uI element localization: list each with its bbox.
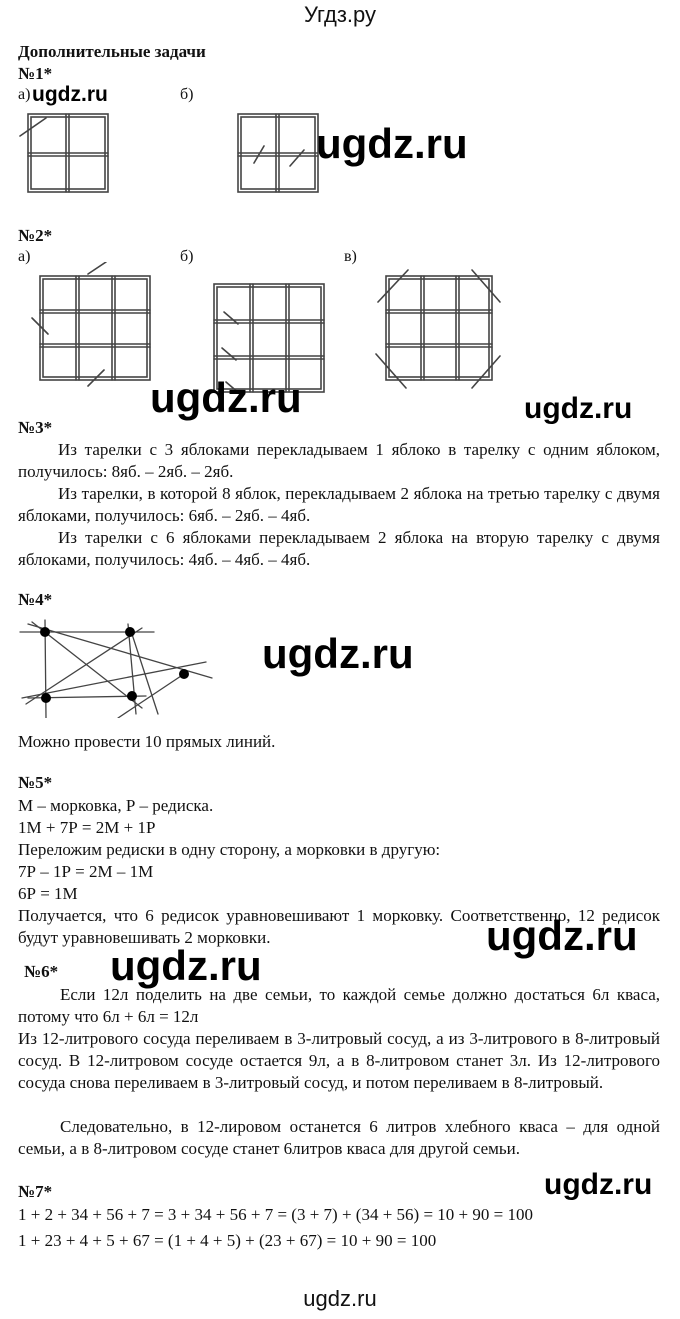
task1-label-b: б) xyxy=(180,86,194,103)
task2-label-a: а) xyxy=(18,248,31,265)
site-header: Угдз.ру xyxy=(303,2,377,27)
task2-number: №2* xyxy=(18,226,53,245)
watermark: ugdz.ru xyxy=(150,374,302,421)
task1-number: №1* xyxy=(18,64,53,83)
task2-matchstick-figure-c xyxy=(372,262,504,392)
task5-conclusion: Получается, что 6 редисок уравновешивают 1 морковку. Соответственно, 12 редисок будут уравновешивать 2 морковки. xyxy=(18,906,660,947)
task4-answer: Можно провести 10 прямых линий. xyxy=(18,732,276,751)
watermark: ugdz.ru xyxy=(316,120,468,167)
task2-label-c: в) xyxy=(344,248,357,265)
task7-number: №7* xyxy=(18,1182,53,1201)
task3-number: №3* xyxy=(18,418,53,437)
watermark: ugdz.ru xyxy=(32,83,108,106)
task6-paragraph-1: Если 12л поделить на две семьи, то каждой семье должно достаться 6л кваса, потому что 6л + 6л = 12л xyxy=(18,985,660,1026)
task7-line-2: 1 + 23 + 4 + 5 + 67 = (1 + 4 + 5) + (23 + 67) = 10 + 90 = 100 xyxy=(18,1231,437,1250)
task1-label-a: а) xyxy=(18,86,31,103)
task3-paragraph-1: Из тарелки с 3 яблоками перекладываем 1 яблоко в тарелку с одним яблоком, получилось: 8яб. – 2яб. – 2яб. xyxy=(18,440,660,481)
task5-line-5: 6Р = 1М xyxy=(18,884,78,903)
task1-matchstick-figure-a xyxy=(16,108,116,194)
site-footer: ugdz.ru xyxy=(303,1286,377,1311)
task5-line-2: 1М + 7Р = 2М + 1Р xyxy=(18,818,156,837)
task6-paragraph-3: Следовательно, в 12-лировом останется 6 литров хлебного кваса – для одной семьи, а в 8-литровом сосуде станет 6литров кваса для другой семьи. xyxy=(18,1117,660,1158)
task4-number: №4* xyxy=(18,590,53,609)
section-title: Дополнительные задачи xyxy=(18,42,206,61)
watermark: ugdz.ru xyxy=(486,912,638,959)
task5-line-3: Переложим редиски в одну сторону, а морковки в другую: xyxy=(18,840,441,859)
task1-matchstick-figure-b xyxy=(228,108,328,194)
task6-paragraph-2: Из 12-литрового сосуда переливаем в 3-литровый сосуд, а из 3-литрового в 8-литровый сосуд. В 12-литровом сосуде остается 9л, а в 8-литровом станет 3л. Из 12-литрового сосуда снова переливаем в 3-литровый сосуд, и потом переливаем в 8-литровый. xyxy=(18,1029,660,1092)
task7-line-1: 1 + 2 + 34 + 56 + 7 = 3 + 34 + 56 + 7 = (3 + 7) + (34 + 56) = 10 + 90 = 100 xyxy=(18,1205,533,1224)
task4-points-lines-diagram xyxy=(18,614,218,718)
task2-label-b: б) xyxy=(180,248,194,265)
task5-number: №5* xyxy=(18,773,53,792)
task2-matchstick-figure-a xyxy=(30,262,160,387)
task3-paragraph-2: Из тарелки, в которой 8 яблок, перекладываем 2 яблока на третью тарелку с двумя яблоками, получилось: 6яб. – 2яб. – 4яб. xyxy=(18,484,660,525)
task5-line-4: 7Р – 1Р = 2М – 1М xyxy=(18,862,154,881)
watermark: ugdz.ru xyxy=(110,942,262,989)
task6-number: №6* xyxy=(24,962,59,981)
task5-line-1: М – морковка, Р – редиска. xyxy=(18,796,214,815)
watermark: ugdz.ru xyxy=(544,1168,653,1201)
watermark: ugdz.ru xyxy=(262,630,414,677)
task3-paragraph-3: Из тарелки с 6 яблоками перекладываем 2 яблока на вторую тарелку с двумя яблоками, получилось: 4яб. – 4яб. – 4яб. xyxy=(18,528,660,569)
watermark: ugdz.ru xyxy=(524,392,633,425)
